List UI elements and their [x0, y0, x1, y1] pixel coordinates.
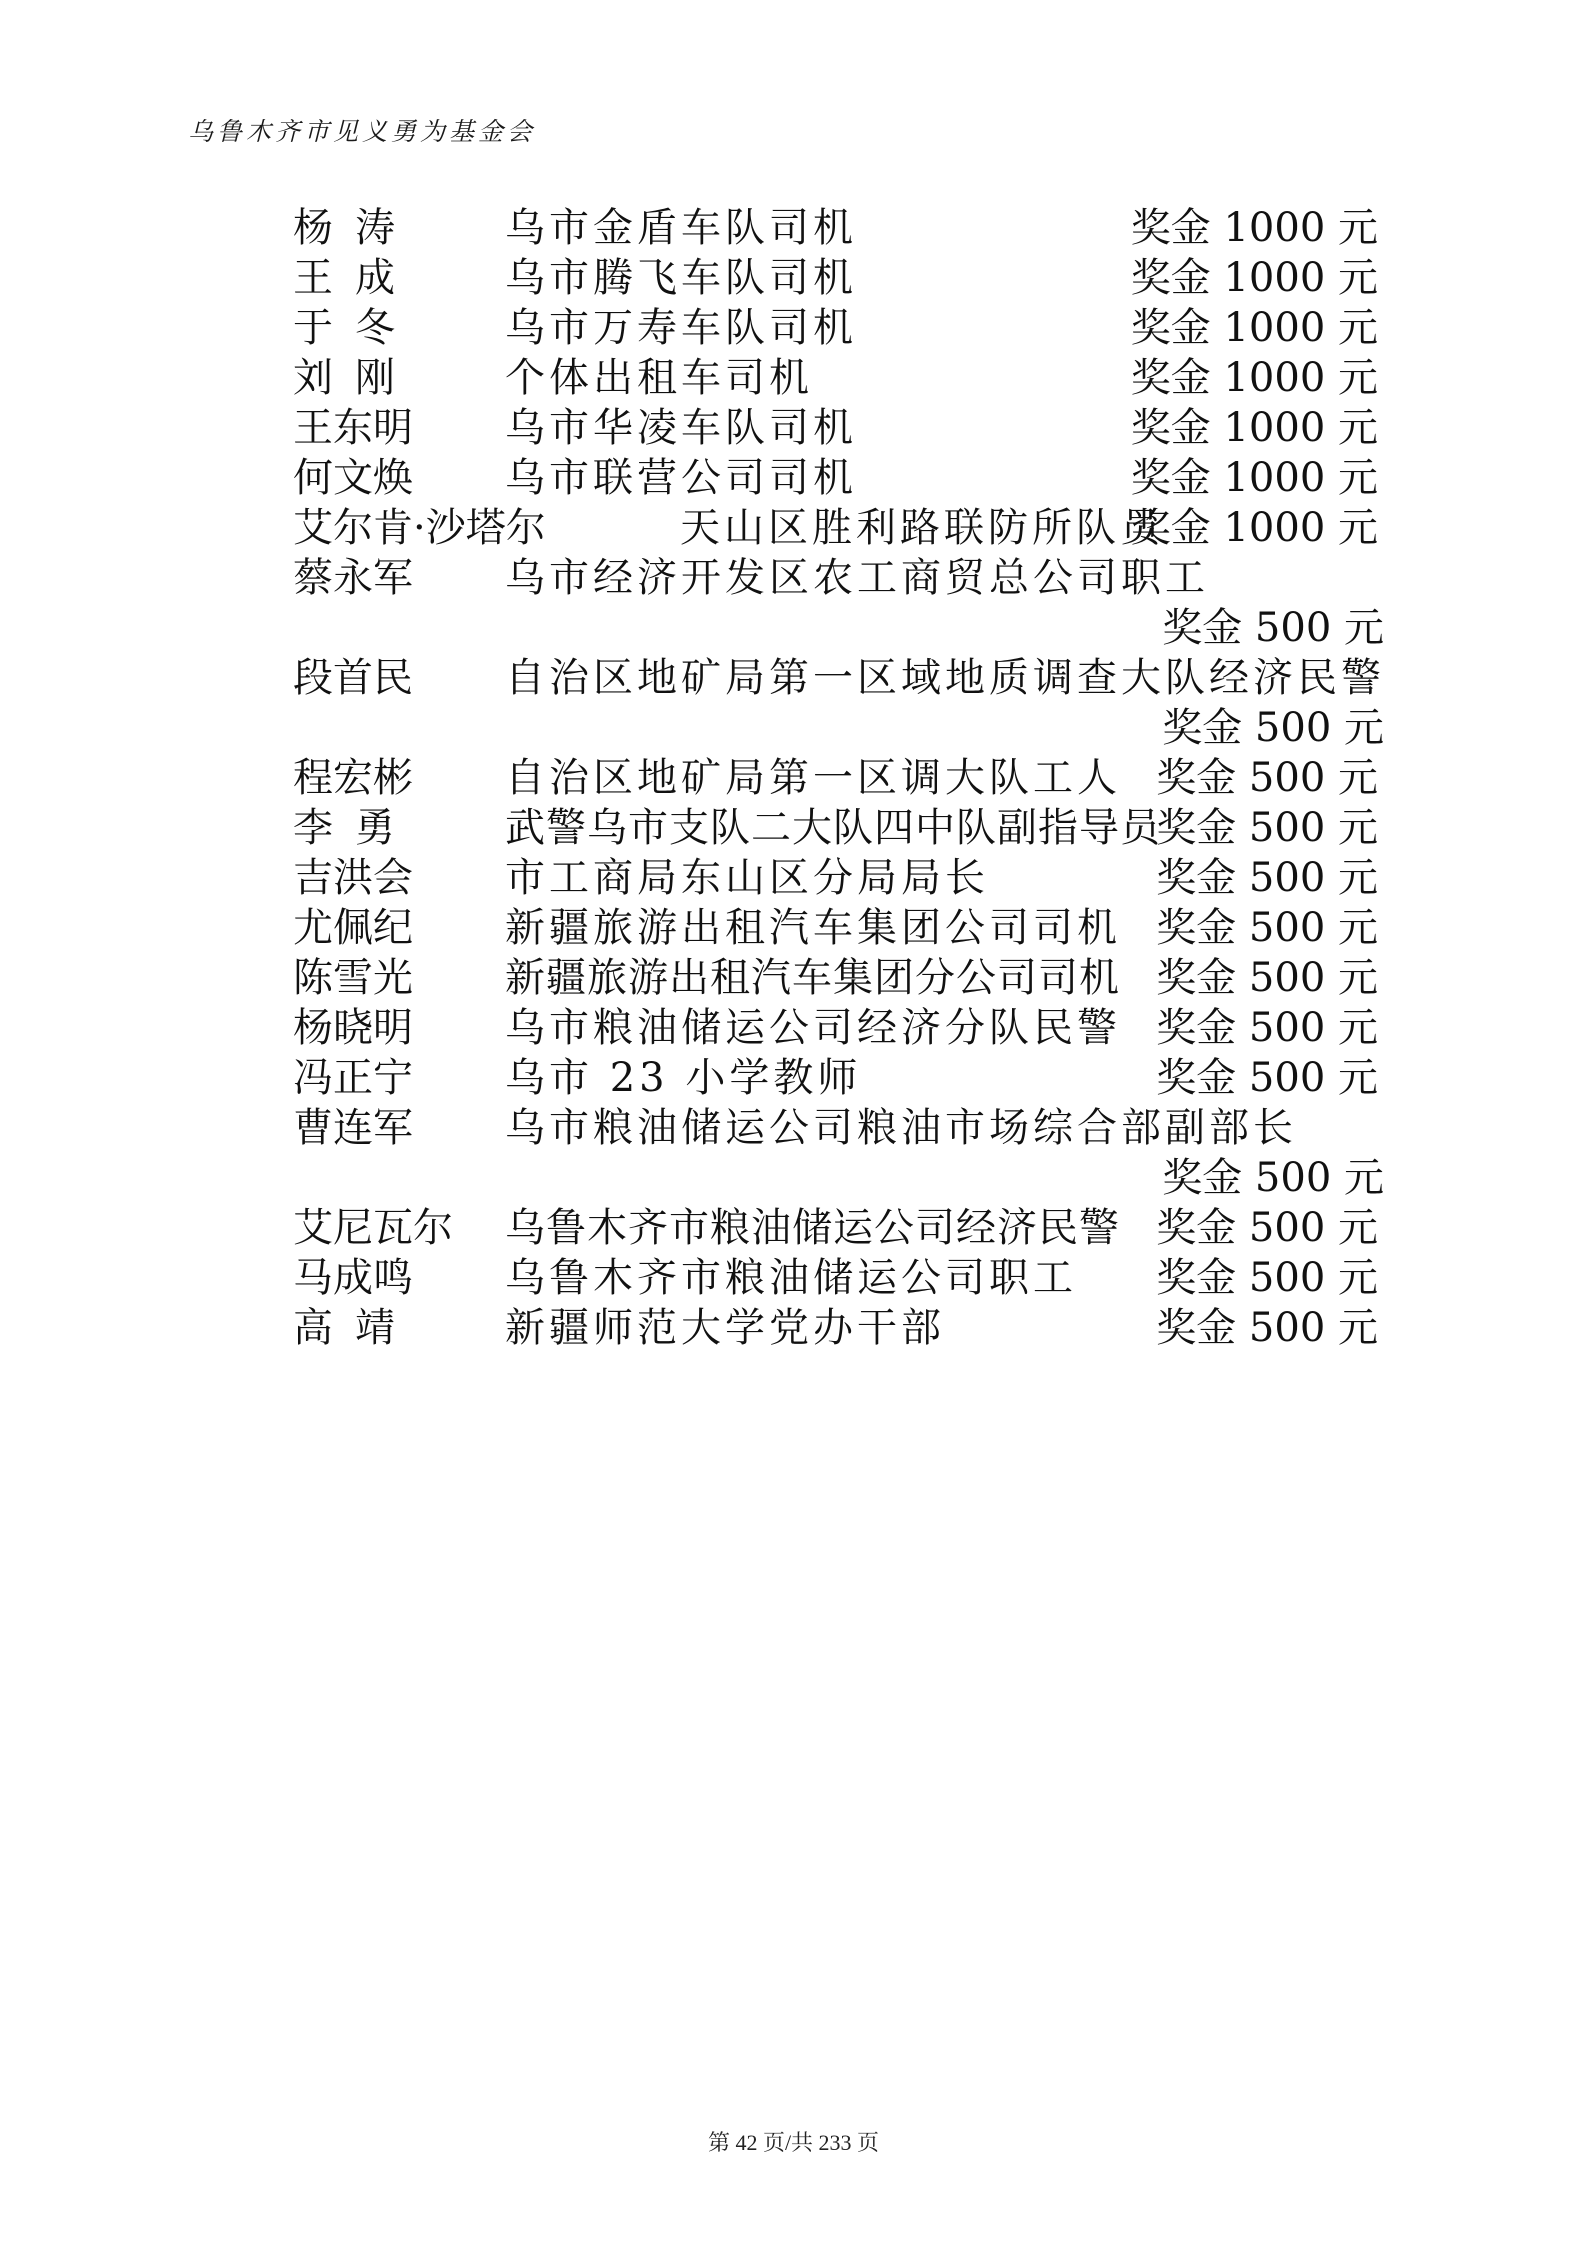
recipient-unit: 乌市粮油储运公司经济分队民警 — [505, 1005, 1121, 1051]
recipient-name: 刘刚 — [293, 355, 417, 401]
recipient-name: 冯正宁 — [293, 1055, 413, 1101]
recipient-name: 王成 — [293, 255, 417, 301]
list-item — [0, 750, 1587, 806]
list-item — [0, 900, 1587, 956]
award-amount: 奖金 500 元 — [1156, 1005, 1378, 1051]
recipient-unit: 乌市万寿车队司机 — [505, 305, 857, 351]
list-item-continuation — [0, 700, 1587, 756]
list-item — [0, 800, 1587, 856]
recipient-name: 马成鸣 — [293, 1255, 413, 1301]
recipient-name: 杨晓明 — [293, 1005, 413, 1051]
recipient-name: 何文焕 — [293, 455, 413, 501]
list-item — [0, 1200, 1587, 1256]
award-amount: 奖金 500 元 — [1156, 1055, 1378, 1101]
award-amount: 奖金 500 元 — [1156, 955, 1378, 1001]
recipient-unit: 乌市联营公司司机 — [505, 455, 857, 501]
recipient-unit: 乌市粮油储运公司粮油市场综合部副部长 — [505, 1105, 1297, 1151]
list-item — [0, 550, 1587, 606]
recipient-name: 艾尔肯·沙塔尔 — [293, 505, 546, 551]
award-amount: 奖金 1000 元 — [1130, 405, 1378, 451]
recipient-name: 吉洪会 — [293, 855, 413, 901]
list-item — [0, 300, 1587, 356]
award-amount: 奖金 500 元 — [1156, 905, 1378, 951]
list-item — [0, 650, 1587, 706]
award-amount: 奖金 500 元 — [1156, 1305, 1378, 1351]
recipient-unit: 自治区地矿局第一区调大队工人 — [505, 755, 1121, 801]
recipient-unit: 天山区胜利路联防所队员 — [680, 505, 1164, 551]
recipient-unit: 乌市金盾车队司机 — [505, 205, 857, 251]
recipient-unit: 武警乌市支队二大队四中队副指导员 — [505, 805, 1161, 851]
recipient-name: 于冬 — [293, 305, 417, 351]
award-amount: 奖金 500 元 — [1162, 705, 1384, 751]
award-amount: 奖金 500 元 — [1162, 605, 1384, 651]
list-item — [0, 250, 1587, 306]
award-amount: 奖金 1000 元 — [1130, 205, 1378, 251]
award-amount: 奖金 500 元 — [1156, 1205, 1378, 1251]
recipient-name: 李勇 — [293, 805, 417, 851]
list-item — [0, 350, 1587, 406]
recipient-name: 程宏彬 — [293, 755, 413, 801]
list-item — [0, 1000, 1587, 1056]
recipient-unit: 乌鲁木齐市粮油储运公司经济民警 — [505, 1205, 1120, 1251]
recipient-name: 曹连军 — [293, 1105, 413, 1151]
recipient-name: 杨涛 — [293, 205, 417, 251]
award-amount: 奖金 1000 元 — [1130, 305, 1378, 351]
list-item — [0, 1050, 1587, 1106]
recipient-unit: 乌市经济开发区农工商贸总公司职工 — [505, 555, 1209, 601]
page-number: 第 42 页/共 233 页 — [707, 2130, 880, 2155]
award-amount: 奖金 500 元 — [1156, 755, 1378, 801]
recipient-unit: 新疆旅游出租汽车集团分公司司机 — [505, 955, 1120, 1001]
letterhead-title: 乌鲁木齐市见义勇为基金会 — [188, 117, 537, 146]
recipient-unit: 新疆旅游出租汽车集团公司司机 — [505, 905, 1121, 951]
award-amount: 奖金 1000 元 — [1130, 255, 1378, 301]
recipient-unit: 乌市华凌车队司机 — [505, 405, 857, 451]
recipient-name: 陈雪光 — [293, 955, 413, 1001]
award-amount: 奖金 500 元 — [1156, 1255, 1378, 1301]
recipient-unit: 乌市腾飞车队司机 — [505, 255, 857, 301]
recipient-unit: 自治区地矿局第一区域地质调查大队经济民警 — [505, 655, 1385, 701]
recipient-unit: 市工商局东山区分局局长 — [505, 855, 989, 901]
list-item — [0, 1250, 1587, 1306]
list-item-continuation — [0, 1150, 1587, 1206]
recipient-name: 段首民 — [293, 655, 413, 701]
recipient-name: 王东明 — [293, 405, 413, 451]
recipient-name: 艾尼瓦尔 — [293, 1205, 453, 1251]
award-amount: 奖金 1000 元 — [1130, 505, 1378, 551]
list-item — [0, 1100, 1587, 1156]
list-item — [0, 950, 1587, 1006]
list-item — [0, 400, 1587, 456]
list-item — [0, 200, 1587, 256]
list-item — [0, 850, 1587, 906]
award-amount: 奖金 1000 元 — [1130, 455, 1378, 501]
award-amount: 奖金 500 元 — [1156, 805, 1378, 851]
recipient-name: 蔡永军 — [293, 555, 413, 601]
list-item — [0, 450, 1587, 506]
award-amount: 奖金 500 元 — [1156, 855, 1378, 901]
recipient-unit: 乌市 23 小学教师 — [505, 1055, 862, 1101]
recipient-unit: 乌鲁木齐市粮油储运公司职工 — [505, 1255, 1077, 1301]
award-amount: 奖金 500 元 — [1162, 1155, 1384, 1201]
recipient-name: 高靖 — [293, 1305, 417, 1351]
award-amount: 奖金 1000 元 — [1130, 355, 1378, 401]
recipient-unit: 个体出租车司机 — [505, 355, 813, 401]
list-item — [0, 500, 1587, 556]
list-item-continuation — [0, 600, 1587, 656]
recipient-name: 尤佩纪 — [293, 905, 413, 951]
list-item — [0, 1300, 1587, 1356]
recipient-unit: 新疆师范大学党办干部 — [505, 1305, 945, 1351]
